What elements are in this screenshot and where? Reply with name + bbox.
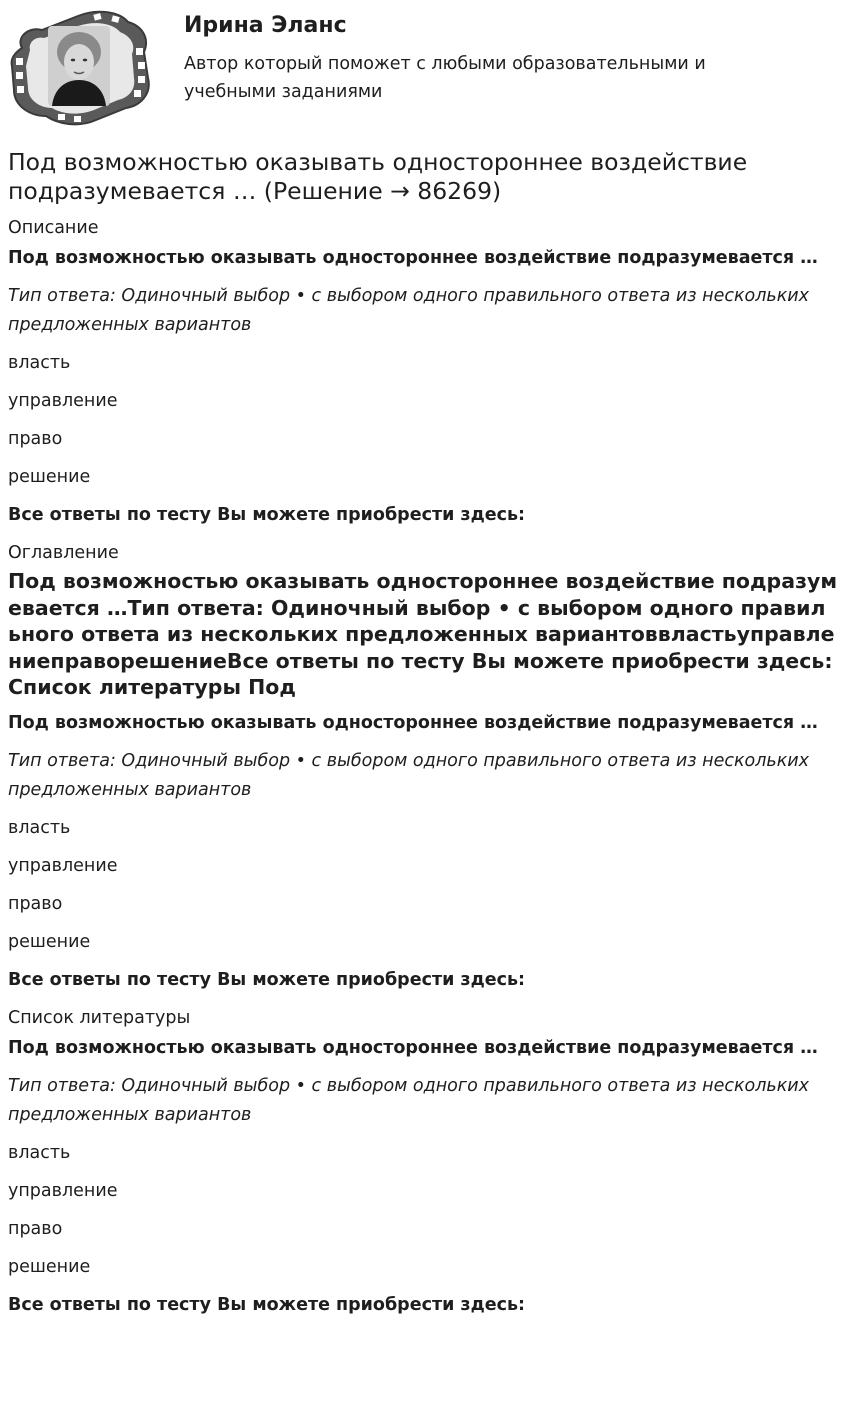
main-content [8, 148, 838, 1320]
toc-option: управление [8, 855, 118, 876]
description-question: Под возможностью оказывать одностороннее воздействие подразумевается … [8, 248, 818, 268]
literature-option: право [8, 1218, 63, 1239]
description-answer-type: Тип ответа: Одиночный выбор • с выбором одного правильного ответа из нескольких предложенных вариантов [8, 286, 810, 335]
page-title: Под возможностью оказывать одностороннее воздействие подразумевается … (Решение → 86269) [8, 148, 748, 205]
description-option: управление [8, 391, 118, 411]
author-name[interactable]: Ирина Эланс [184, 13, 347, 38]
literature-label: Список литературы [8, 1007, 191, 1028]
toc-option: право [8, 893, 63, 914]
description-buy-text: Все ответы по тесту Вы можете приобрести здесь: [8, 505, 526, 525]
literature-question: Под возможностью оказывать одностороннее воздействие подразумевается … [8, 1037, 818, 1058]
toc-summary: Под возможностью оказывать одностороннее воздействие подразумевается …Тип ответа: Одиночный выбор • с выбором одного правильного ответа из нескольких предложенных вариантоввластьуправлениеправорешениеВсе ответы по тесту Вы можете приобрести здесь: Список литературы Под [8, 569, 838, 699]
description-option: решение [8, 467, 91, 487]
description-option: право [8, 429, 63, 449]
literature-option: власть [8, 1142, 71, 1163]
toc-answer-type: Тип ответа: Одиночный выбор • с выбором одного правильного ответа из нескольких предложенных вариантов [8, 750, 810, 800]
toc-buy-text: Все ответы по тесту Вы можете приобрести здесь: [8, 969, 526, 990]
author-description: Автор который поможет с любыми образовательными и учебными заданиями [184, 54, 706, 102]
toc-label: Оглавление [8, 543, 119, 563]
description-option: власть [8, 353, 71, 373]
film-frame-avatar-icon [8, 8, 150, 126]
author-avatar[interactable] [8, 8, 150, 126]
literature-option: решение [8, 1256, 91, 1277]
literature-answer-type: Тип ответа: Одиночный выбор • с выбором одного правильного ответа из нескольких предложенных вариантов [8, 1075, 810, 1125]
literature-buy-text: Все ответы по тесту Вы можете приобрести здесь: [8, 1294, 526, 1315]
description-label: Описание [8, 218, 99, 238]
author-header [0, 0, 847, 140]
toc-option: решение [8, 931, 91, 952]
toc-question: Под возможностью оказывать одностороннее воздействие подразумевается … [8, 712, 818, 733]
literature-option: управление [8, 1180, 118, 1201]
toc-option: власть [8, 817, 71, 838]
